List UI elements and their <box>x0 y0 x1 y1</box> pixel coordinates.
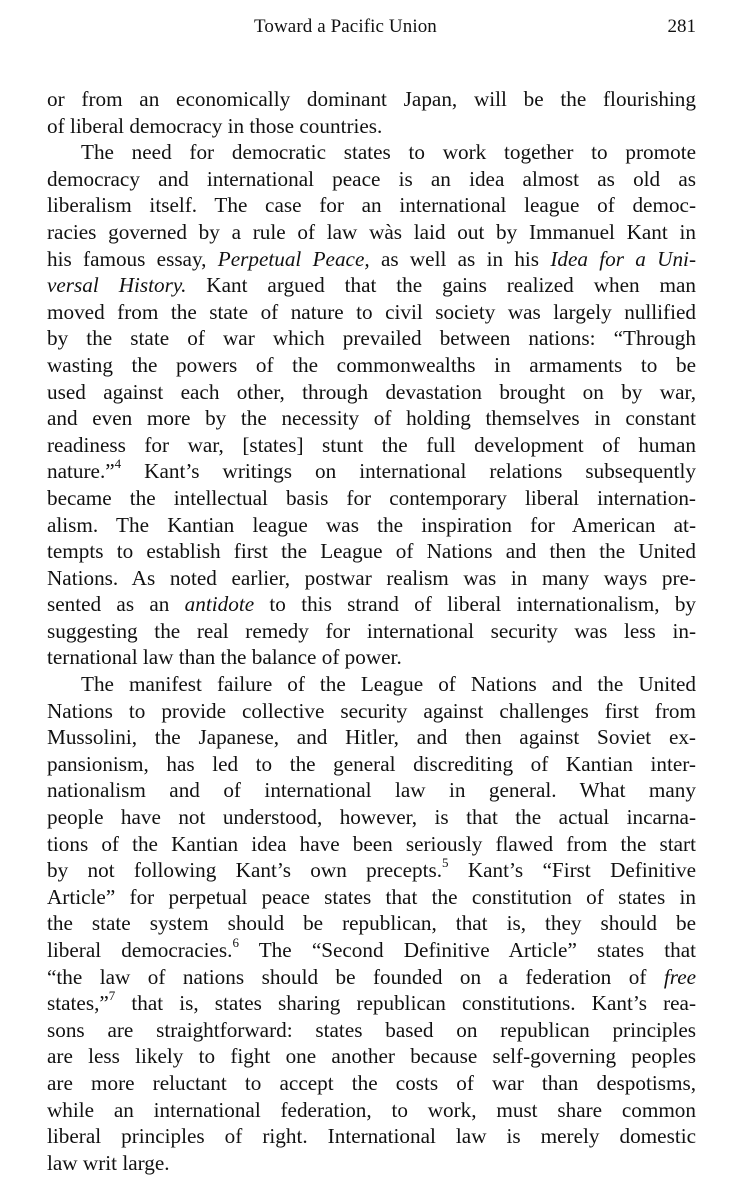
text-line <box>47 1150 696 1177</box>
text-run: tempts to establish first the League of Nations and then the United <box>47 539 696 564</box>
text-line <box>47 432 696 459</box>
text-line <box>47 990 696 1017</box>
text-run: by not following Kant’s own precepts. <box>47 858 443 883</box>
footnote-ref: 6 <box>232 934 239 950</box>
running-title: Toward a Pacific Union <box>254 16 437 37</box>
text-run: suggesting the real remedy for international security was less in- <box>47 618 696 643</box>
text-line <box>47 724 696 751</box>
running-header <box>47 13 696 41</box>
page-number: 281 <box>667 16 696 37</box>
italic-text: Perpetual Peace, <box>217 246 370 271</box>
text-line <box>47 86 696 113</box>
paragraph <box>47 671 696 1176</box>
text-line <box>47 777 696 804</box>
text-run: pansionism, has led to the general discrediting of Kantian inter- <box>47 751 696 776</box>
text-line <box>47 831 696 858</box>
text-run: and even more by the necessity of holding themselves in constant <box>47 406 696 431</box>
text-run: states,” <box>47 991 109 1016</box>
text-line <box>47 485 696 512</box>
text-run: The manifest failure of the League of Nations and the United <box>81 672 696 697</box>
text-line <box>47 857 696 884</box>
text-run: of liberal democracy in those countries. <box>47 113 383 138</box>
italic-text: antidote <box>184 592 255 617</box>
book-page <box>47 0 696 1183</box>
text-line <box>47 910 696 937</box>
text-line <box>47 379 696 406</box>
text-run: the state system should be republican, that is, they should be <box>47 911 696 936</box>
text-line <box>47 698 696 725</box>
text-line <box>47 325 696 352</box>
text-run: racies governed by a rule of law wàs laid out by Immanuel Kant in <box>47 219 696 244</box>
text-line <box>47 1043 696 1070</box>
text-run: became the intellectual basis for contemporary liberal internation- <box>47 485 696 510</box>
text-run: The need for democratic states to work together to promote <box>81 140 696 165</box>
text-run: “the law of nations should be founded on a federation of <box>47 964 664 989</box>
text-line <box>47 352 696 379</box>
text-line <box>47 272 696 299</box>
paragraph <box>47 139 696 671</box>
footnote-ref: 4 <box>114 456 122 472</box>
text-run: law writ large. <box>47 1150 170 1175</box>
text-line <box>47 1123 696 1150</box>
text-run: Kant’s “First Definitive <box>448 858 696 883</box>
text-run: are more reluctant to accept the costs of war than despotisms, <box>47 1070 696 1095</box>
text-line <box>47 139 696 166</box>
text-run: his famous essay, <box>47 246 218 271</box>
text-run: Nations. As noted earlier, postwar realism was in many ways pre- <box>47 565 696 590</box>
text-line <box>47 644 696 671</box>
text-run: Nations to provide collective security against challenges first from <box>47 698 696 723</box>
text-line <box>47 1017 696 1044</box>
text-run: alism. The Kantian league was the inspiration for American at- <box>47 512 696 537</box>
text-line <box>47 192 696 219</box>
text-line <box>47 934 696 964</box>
italic-text: Idea for a Uni- <box>550 246 696 271</box>
text-line <box>47 565 696 592</box>
text-run: sented as an <box>47 592 185 617</box>
text-run: by the state of war which prevailed between nations: “Through <box>47 326 696 351</box>
text-run: Article” for perpetual peace states that the constitution of states in <box>47 884 696 909</box>
italic-text: free <box>663 964 696 989</box>
text-line <box>47 219 696 246</box>
text-line <box>47 405 696 432</box>
text-run: sons are straightforward: states based on republican principles <box>47 1017 696 1042</box>
text-line <box>47 299 696 326</box>
text-line <box>47 1097 696 1124</box>
text-run: Kant’s writings on international relations subsequently <box>121 459 696 484</box>
text-run: liberalism itself. The case for an international league of democ- <box>47 193 696 218</box>
text-line <box>47 458 696 485</box>
text-run: liberal democracies. <box>47 938 233 962</box>
body-text <box>47 86 696 1176</box>
text-run: while an international federation, to work, must share common <box>47 1097 696 1122</box>
text-run: liberal principles of right. International law is merely domestic <box>47 1124 696 1149</box>
text-line <box>47 166 696 193</box>
footnote-ref: 7 <box>108 988 116 1004</box>
text-run: Kant argued that the gains realized when man <box>186 273 696 298</box>
italic-text: versal History. <box>47 273 187 298</box>
text-line <box>47 884 696 911</box>
text-run: readiness for war, [states] stunt the full development of human <box>47 432 696 457</box>
text-run: moved from the state of nature to civil society was largely nullified <box>47 299 696 324</box>
text-run: democracy and international peace is an idea almost as old as <box>47 166 696 191</box>
text-run: as well as in his <box>369 246 551 271</box>
text-run: The “Second Definitive Article” states that <box>238 938 696 962</box>
text-run: nationalism and of international law in general. What many <box>47 778 696 803</box>
text-line <box>47 246 696 273</box>
text-line <box>47 1070 696 1097</box>
text-run: ternational law than the balance of power. <box>47 645 402 670</box>
text-run: to this strand of liberal internationalism, by <box>254 592 697 617</box>
text-line <box>47 804 696 831</box>
text-run: wasting the powers of the commonwealths in armaments to be <box>47 352 696 377</box>
text-line <box>47 591 696 618</box>
paragraph <box>47 86 696 139</box>
text-line <box>47 964 696 991</box>
text-run: people have not understood, however, is that the actual incarna- <box>47 805 696 830</box>
text-run: or from an economically dominant Japan, will be the flourishing <box>47 87 696 111</box>
text-line <box>47 618 696 645</box>
text-run: Mussolini, the Japanese, and Hitler, and then against Soviet ex- <box>47 725 696 750</box>
text-run: used against each other, through devastation brought on by war, <box>47 379 696 404</box>
text-line <box>47 671 696 698</box>
text-run: tions of the Kantian idea have been seriously flawed from the start <box>47 831 696 856</box>
text-line <box>47 538 696 565</box>
text-line <box>47 512 696 539</box>
footnote-ref: 5 <box>442 855 449 871</box>
text-run: that is, states sharing republican constitutions. Kant’s rea- <box>115 991 696 1016</box>
text-run: nature.” <box>47 459 115 484</box>
text-line <box>47 751 696 778</box>
text-run: are less likely to fight one another because self-governing peoples <box>47 1044 696 1069</box>
text-line <box>47 113 696 140</box>
